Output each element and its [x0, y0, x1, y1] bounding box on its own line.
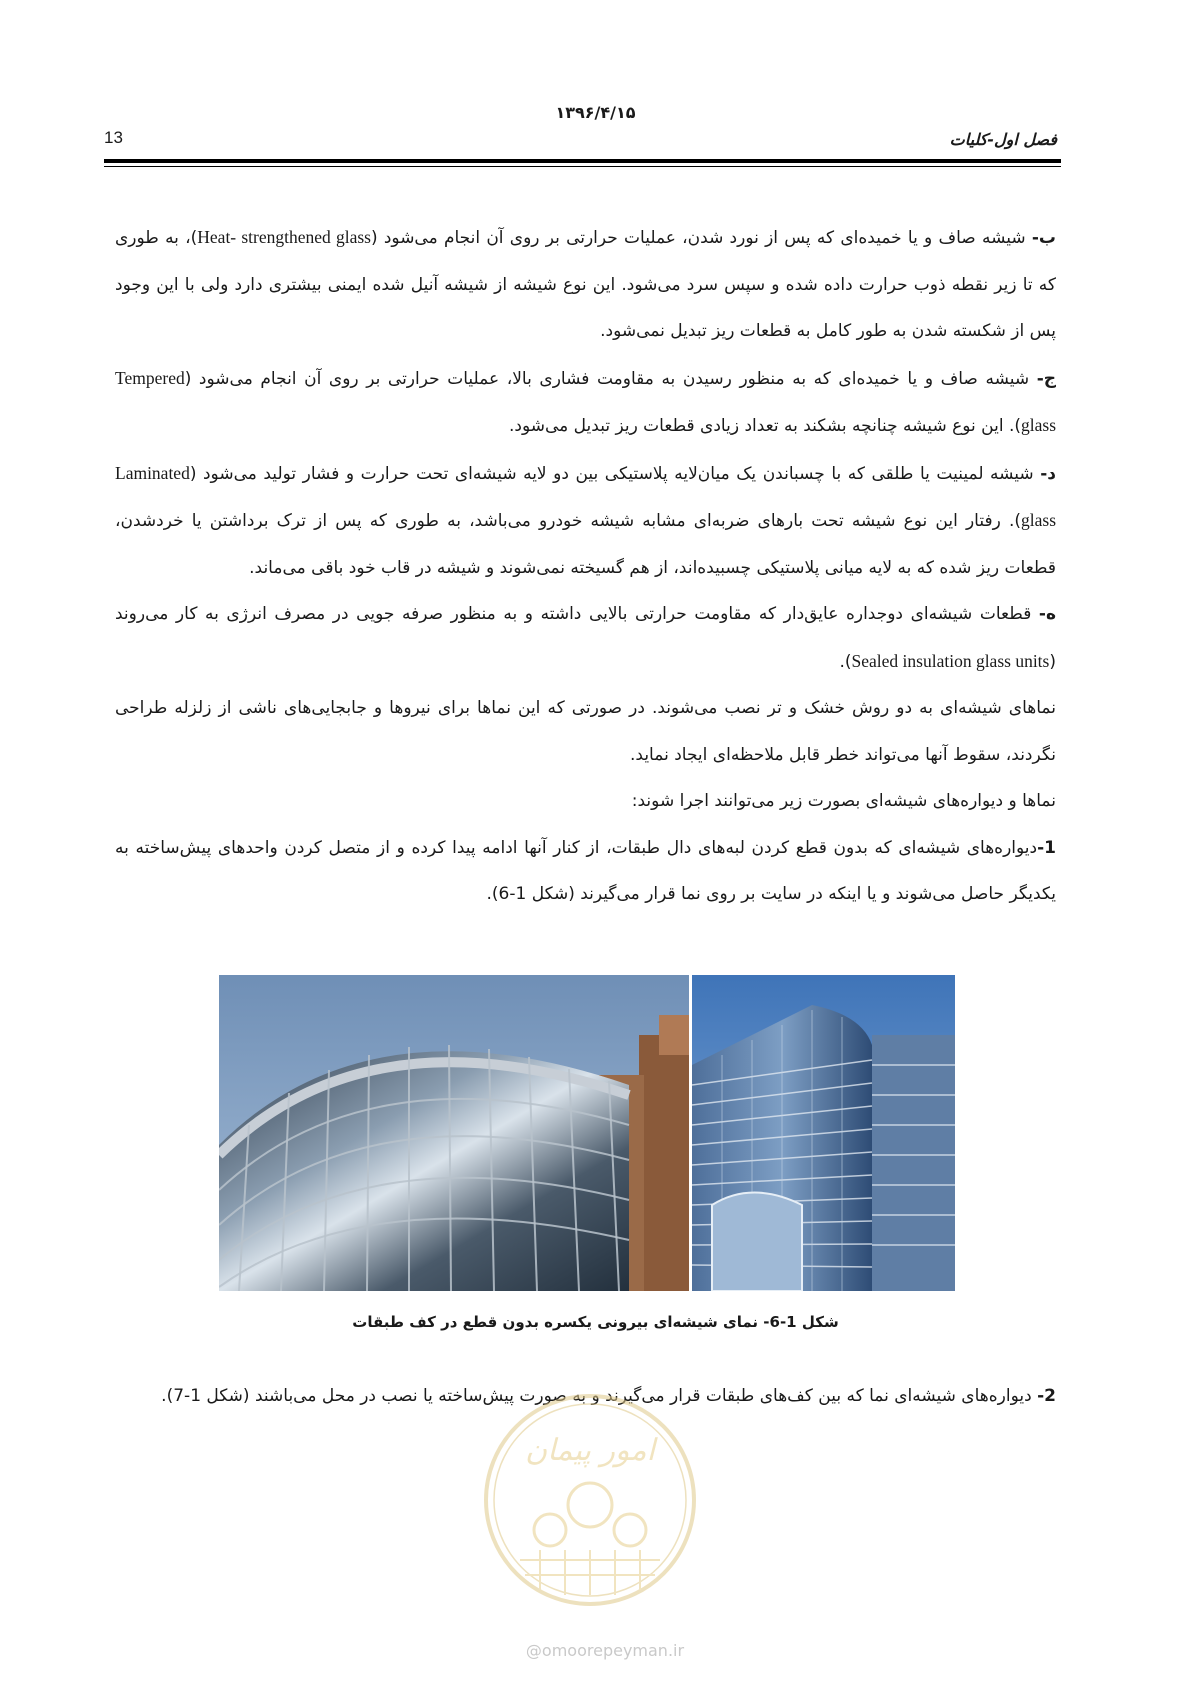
paragraph-text: نماهای شیشه‌ای به دو روش خشک و تر نصب می‌شوند. در صورتی که این نماها برای نیروها و جابجایی‌های ناشی از زلزله طراحی نگردند، سقوط آنها می‌تواند خطر قابل ملاحظه‌ای ایجاد نماید. [115, 698, 1056, 765]
paragraph-text: شیشه لمینیت یا طلقی که با چسباندن یک میان‌لایه پلاستیکی بین دو لایه شیشه‌ای تحت حرارت و فشار تولید می‌شود ( [189, 463, 1041, 484]
header-rule-thick [104, 159, 1061, 163]
paragraph-h [115, 591, 1056, 685]
paragraph-text: شیشه صاف و یا خمیده‌ای که به منظور رسیدن به مقاومت فشاری بالا، عملیات حرارتی بر روی آن انجام می‌شود ( [184, 368, 1037, 389]
item-marker: د- [1040, 463, 1056, 484]
latin-term: Sealed insulation glass units [851, 650, 1050, 671]
chapter-title: فصل اول-کلیات [949, 130, 1057, 149]
header-rule-thin [104, 166, 1061, 167]
item-marker: ج- [1036, 368, 1056, 389]
paragraph-j [115, 355, 1056, 450]
tower-glass-facade-photo [692, 975, 955, 1291]
paragraph-facade-types [115, 778, 1056, 825]
latin-term: Laminated glass [115, 462, 1056, 530]
paragraph-text: ). رفتار این نوع شیشه تحت بارهای ضربه‌ای مشابه شیشه خودرو می‌باشد، به طوری که پس از ترک برداشتن یا خردشدن، قطعات ریز شده که به لایه میانی پلاستیکی چسبیده‌اند، از هم گسیخته نمی‌شوند و شیشه در قاب خود باقی می‌ماند. [115, 511, 1056, 578]
svg-text:امور پیمان: امور پیمان [525, 1433, 655, 1468]
body-text [115, 214, 1056, 918]
latin-term: Heat- strengthened glass [197, 227, 371, 247]
watermark-url: @omoorepeyman.ir [525, 1641, 685, 1660]
figure-caption: شکل 1-6- نمای شیشه‌ای بیرونی یکسره بدون قطع در کف طبقات [352, 1313, 839, 1331]
paragraph-d [115, 450, 1056, 592]
paragraph-facade-methods [115, 685, 1056, 778]
paragraph-b [115, 214, 1056, 355]
item-marker: ه- [1038, 604, 1056, 624]
curved-glass-facade-photo [219, 975, 689, 1291]
paragraph-text: )، به طوری که تا زیر نقطه ذوب حرارت داده شده و سپس سرد می‌شود. این نوع شیشه از شیشه آنیل شده ایمنی بیشتری دارد ولی با این وجود پس از شکسته شدن به طور کامل به قطعات ریز تبدیل نمی‌شود. [115, 228, 1056, 341]
header-date: ۱۳۹۶/۴/۱۵ [555, 103, 636, 122]
figure-1-6 [219, 975, 955, 1291]
watermark-logo [480, 1390, 700, 1610]
paragraph-item-1 [115, 825, 1056, 918]
paragraph-text: ). این نوع شیشه چنانچه بشکند به تعداد زیادی قطعات ریز تبدیل می‌شود. [508, 416, 1021, 436]
item-marker: 2- [1037, 1386, 1056, 1406]
item-marker: ب- [1031, 228, 1056, 248]
paragraph-text: ). [839, 651, 852, 672]
page-number: 13 [104, 128, 123, 147]
paragraph-text: قطعات شیشه‌ای دوجداره عایق‌دار که مقاومت حرارتی بالایی داشته و به منظور صرفه جویی در مصرف انرژی به کار می‌روند ( [115, 604, 1056, 672]
paragraph-text: شیشه صاف و یا خمیده‌ای که پس از نورد شدن، عملیات حرارتی بر روی آن انجام می‌شود ( [370, 228, 1032, 248]
item-marker: 1- [1037, 837, 1056, 858]
paragraph-text: نماها و دیواره‌های شیشه‌ای بصورت زیر می‌توانند اجرا شوند: [631, 791, 1056, 811]
paragraph-text: دیواره‌های شیشه‌ای که بدون قطع کردن لبه‌های دال طبقات، از کنار آنها ادامه پیدا کرده و از متصل کردن واحدهای پیش‌ساخته به یکدیگر حاصل می‌شوند و یا اینکه در سایت بر روی نما قرار می‌گیرند (شکل 1-6). [115, 837, 1056, 904]
latin-term: Tempered glass [115, 367, 1056, 435]
paragraph-text: دیواره‌های شیشه‌ای نما که بین کف‌های طبقات قرار می‌گیرند و به صورت پیش‌ساخته یا نصب در محل می‌باشند (شکل 1-7). [161, 1386, 1038, 1406]
